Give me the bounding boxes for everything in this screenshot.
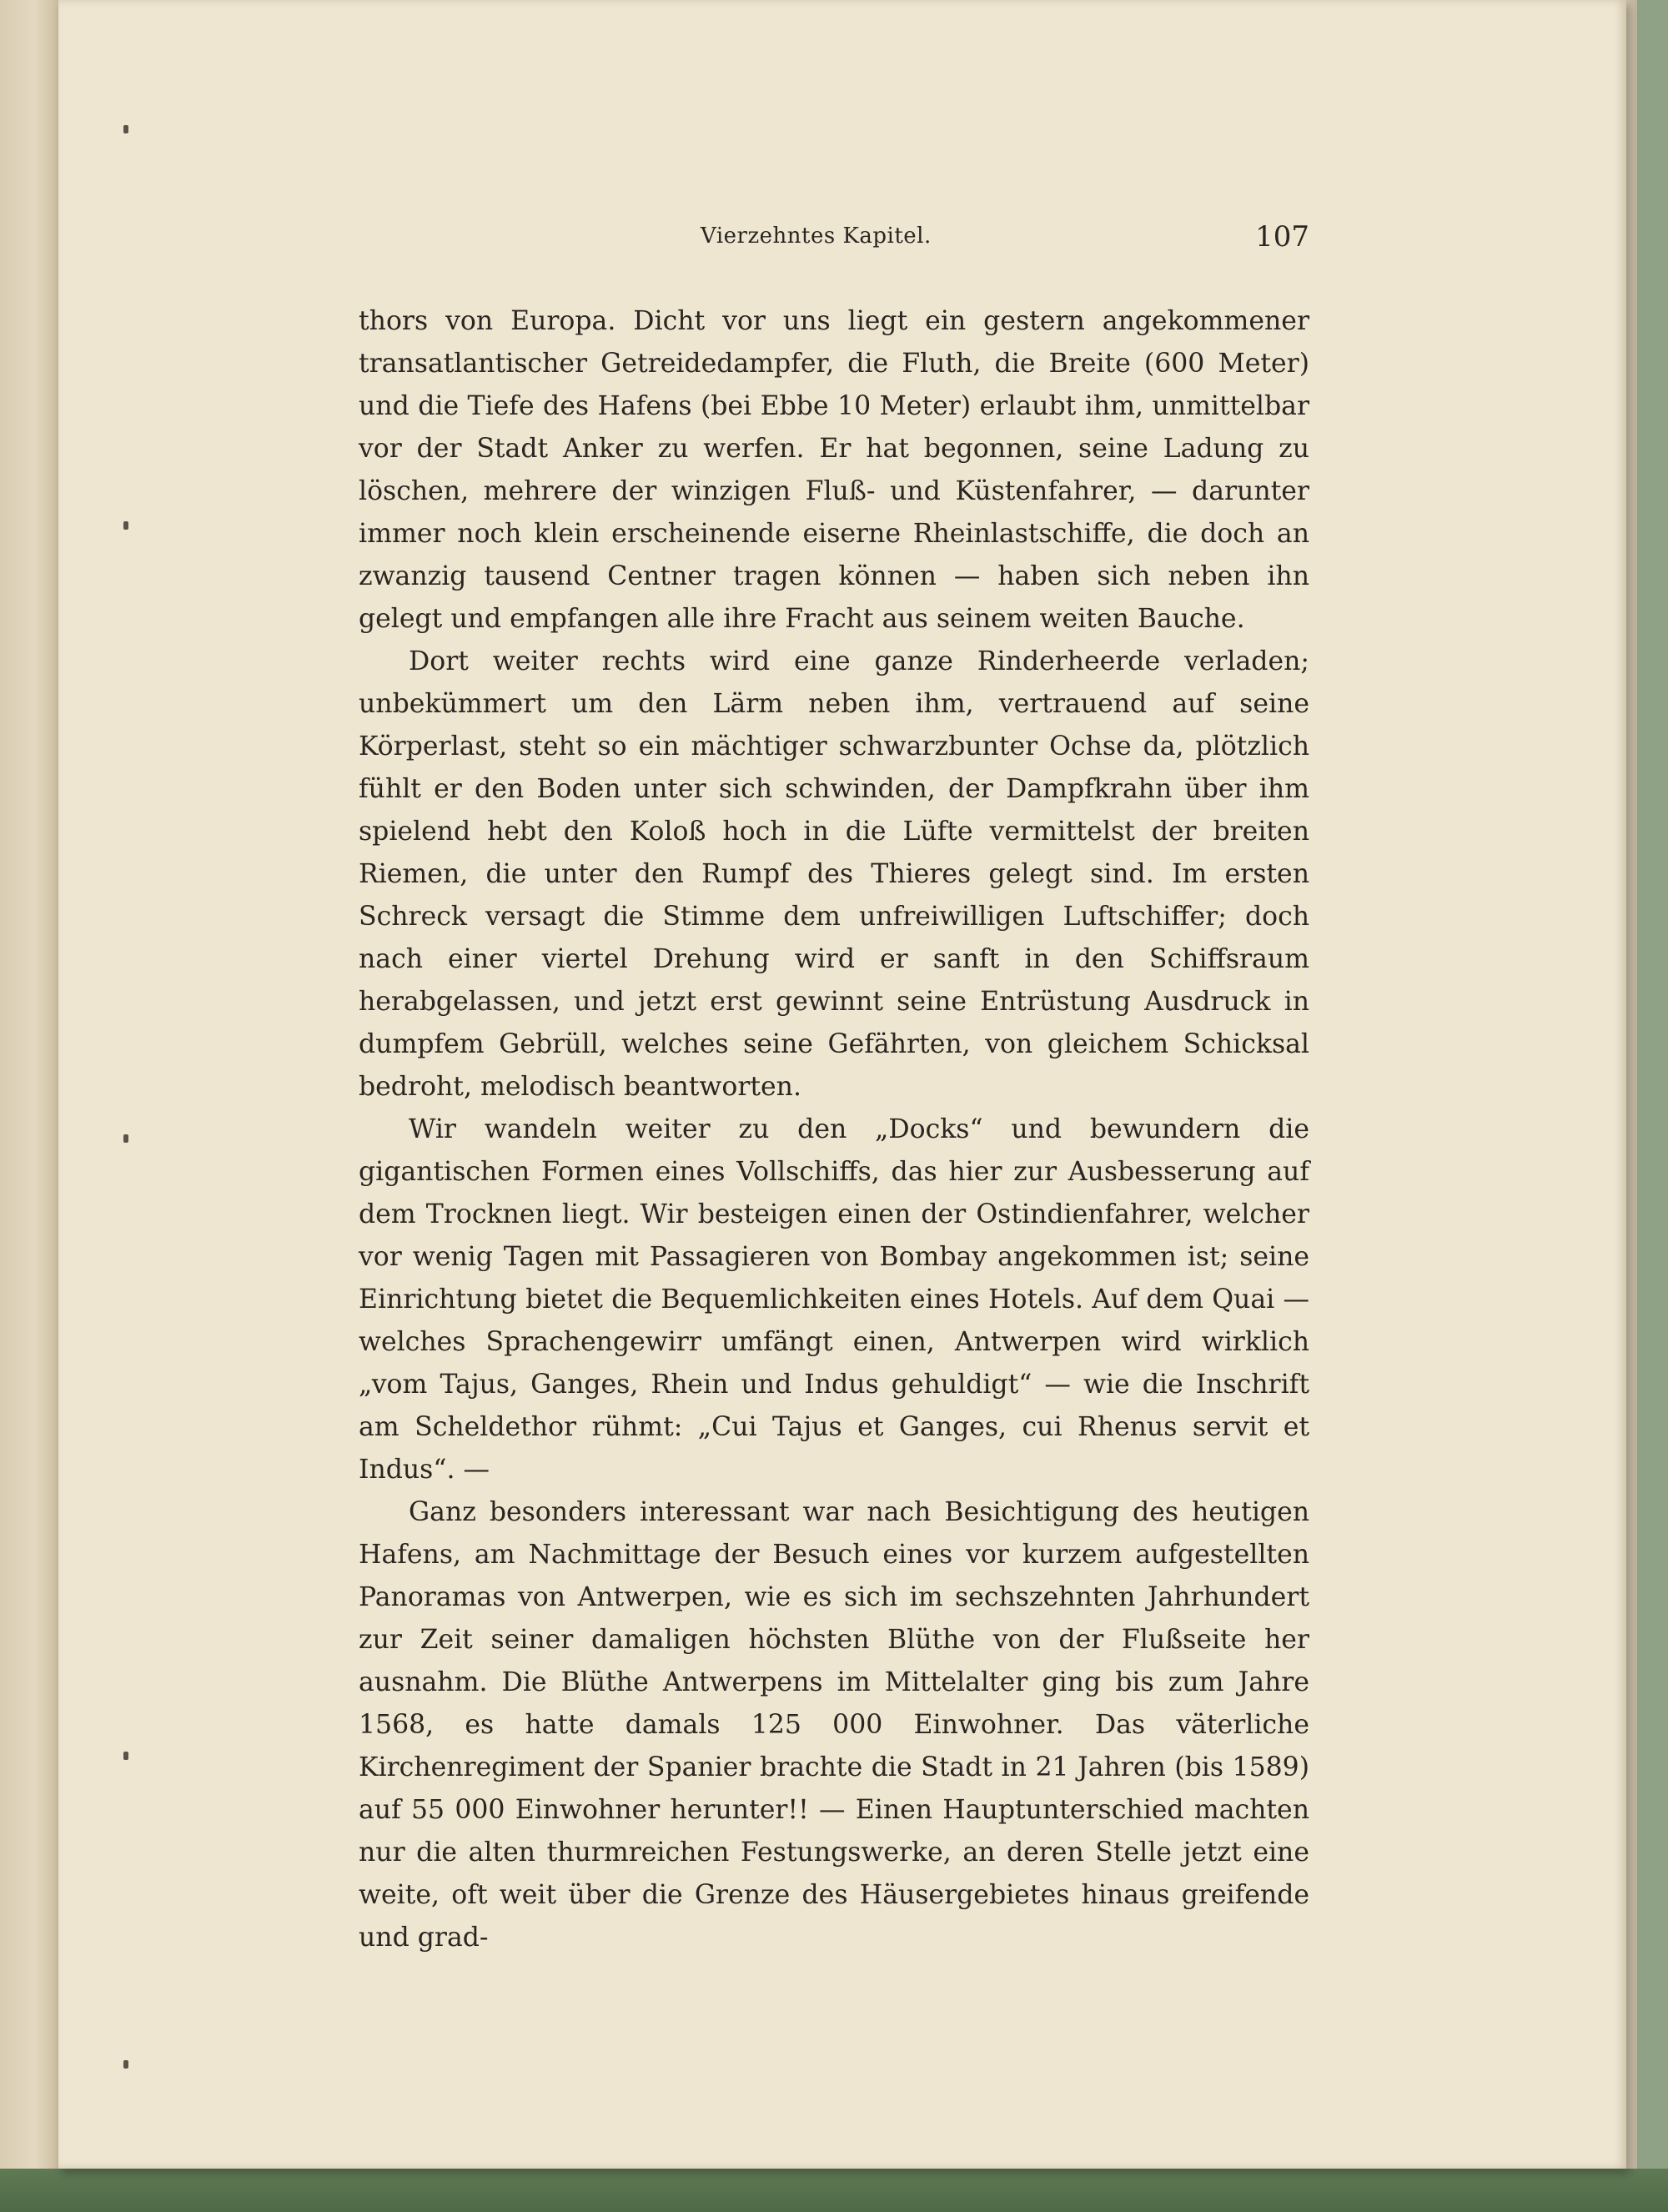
paragraph: Dort weiter rechts wird eine ganze Rinderheerde verladen; unbekümmert um den Lärm neben ihm, vertrauend auf seine Körperlast, steht so ein mächtiger schwarzbunter Ochse da, plötzlich fühlt er den Boden unter sich schwinden, der Dampfkrahn über ihm spielend hebt den Koloß hoch in die Lüfte vermittelst der breiten Riemen, die unter den Rumpf des Thieres gelegt sind. Im ersten Schreck versagt die Stimme dem unfreiwilligen Luftschiffer; doch nach einer viertel Drehung wird er sanft in den Schiffsraum herabgelassen, und jetzt erst gewinnt seine Entrüstung Ausdruck in dumpfem Gebrüll, welches seine Gefährten, von gleichem Schicksal bedroht, melodisch beantworten.: [359, 646, 1309, 1102]
binding-mark: [123, 1134, 128, 1143]
body-text: [359, 300, 1309, 1959]
binding-mark: [123, 521, 128, 530]
binding-mark: [123, 125, 128, 133]
binding-mark: [123, 1752, 128, 1760]
page-header: [350, 220, 1309, 257]
binding-mark: [123, 2060, 128, 2069]
binding-gutter: [0, 0, 58, 2212]
running-title: Vierzehntes Kapitel.: [701, 224, 932, 249]
paragraph: Ganz besonders interessant war nach Besichtigung des heutigen Hafens, am Nachmittage der Besuch eines vor kurzem aufgestellten Panoramas von Antwerpen, wie es sich im sechszehnten Jahrhundert zur Zeit seiner damaligen höchsten Blüthe von der Flußseite her ausnahm. Die Blüthe Antwerpens im Mittelalter ging bis zum Jahre 1568, es hatte damals 125 000 Einwohner. Das väterliche Kirchenregiment der Spanier brachte die Stadt in 21 Jahren (bis 1589) auf 55 000 Einwohner herunter!! — Einen Hauptunterschied machten nur die alten thurmreichen Festungswerke, an deren Stelle jetzt eine weite, oft weit über die Grenze des Häusergebietes hinaus greifende und grad-: [359, 1497, 1309, 1953]
cover-cloth: [0, 2169, 1668, 2212]
paragraph: thors von Europa. Dicht vor uns liegt ein gestern angekommener transatlantischer Getreidedampfer, die Fluth, die Breite (600 Meter) und die Tiefe des Hafens (bei Ebbe 10 Meter) erlaubt ihm, unmittelbar vor der Stadt Anker zu werfen. Er hat begonnen, seine Ladung zu löschen, mehrere der winzigen Fluß- und Küstenfahrer, — darunter immer noch klein erscheinende eiserne Rheinlastschiffe, die doch an zwanzig tausend Centner tragen können — haben sich neben ihn gelegt und empfangen alle ihre Fracht aus seinem weiten Bauche.: [359, 306, 1309, 634]
paragraph: Wir wandeln weiter zu den „Docks“ und bewundern die gigantischen Formen eines Vollschiffs, das hier zur Ausbesserung auf dem Trocknen liegt. Wir besteigen einen der Ostindienfahrer, welcher vor wenig Tagen mit Passagieren von Bombay angekommen ist; seine Einrichtung bietet die Bequemlichkeiten eines Hotels. Auf dem Quai — welches Sprachengewirr umfängt einen, Antwerpen wird wirklich „vom Tajus, Ganges, Rhein und Indus gehuldigt“ — wie die Inschrift am Scheldethor rühmt: „Cui Tajus et Ganges, cui Rhenus servit et Indus“. —: [359, 1114, 1309, 1485]
page-number: 107: [1255, 220, 1309, 254]
